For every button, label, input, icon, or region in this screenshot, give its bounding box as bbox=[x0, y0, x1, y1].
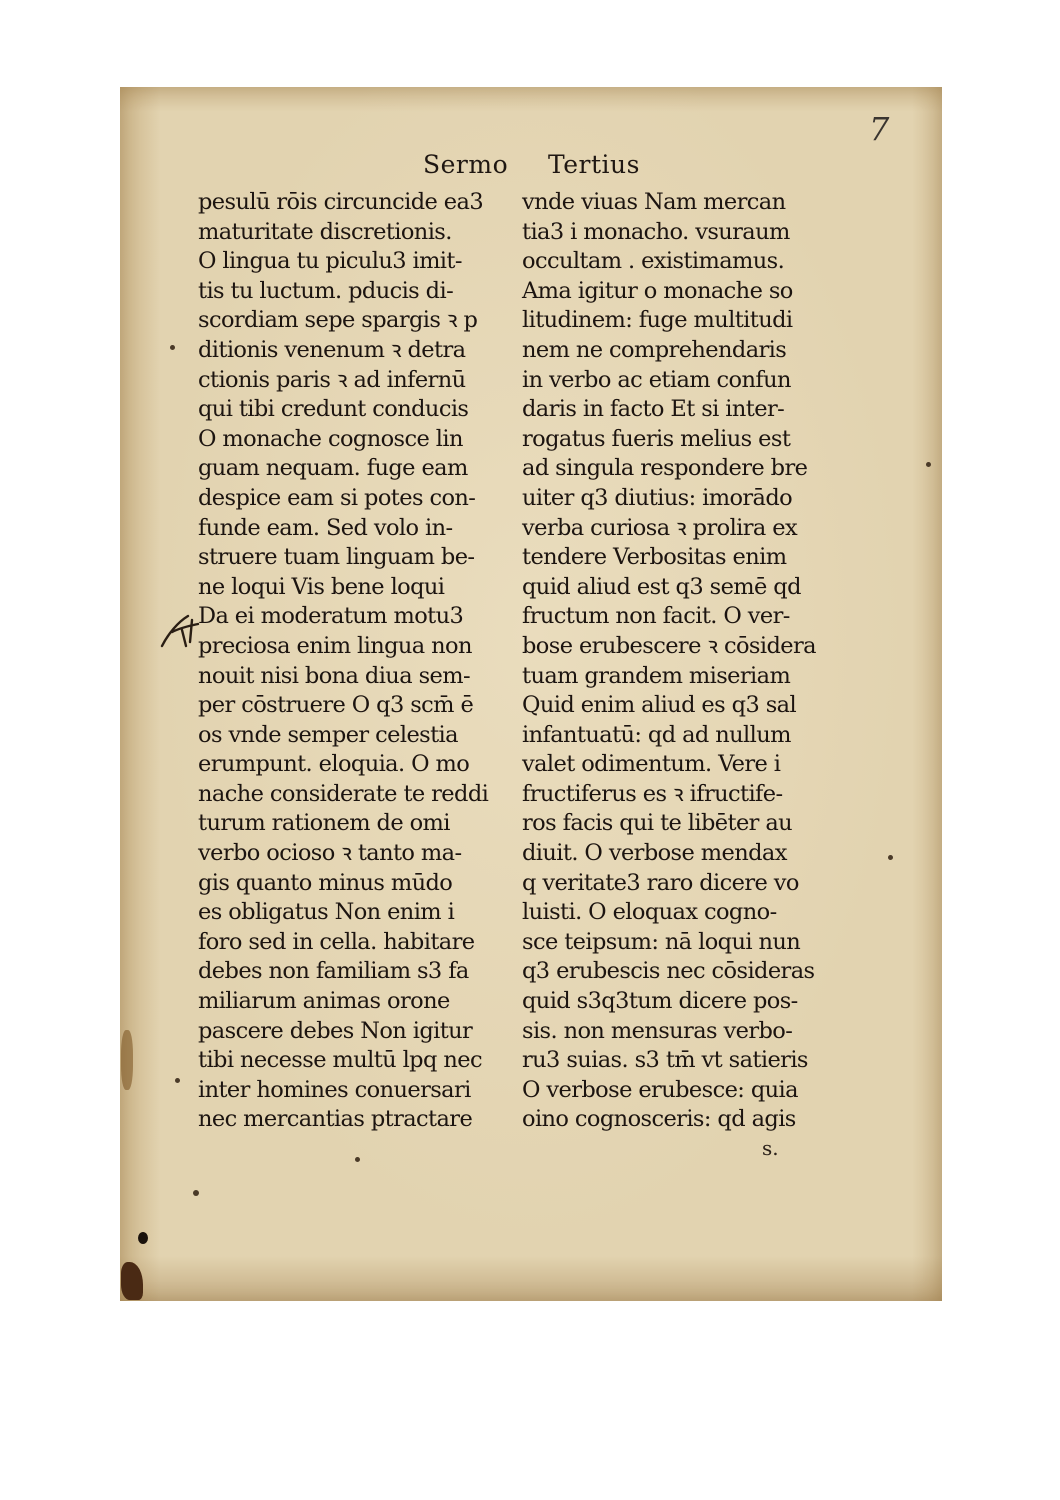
text-line: ditionis venenum ꝛ detra bbox=[198, 336, 466, 363]
text-line: miliarum animas orone bbox=[198, 988, 450, 1015]
ink-speck bbox=[175, 1078, 180, 1083]
text-line: oino cognosceris: qd agis bbox=[522, 1106, 796, 1133]
text-line: tuam grandem miseriam bbox=[522, 662, 791, 689]
ink-blot bbox=[138, 1232, 148, 1244]
text-line: os vnde semper celestia bbox=[198, 721, 458, 748]
text-line: es obligatus Non enim i bbox=[198, 899, 455, 926]
text-line: per cōstruere O q3 scm̄ ē bbox=[198, 692, 474, 719]
text-line: qui tibi credunt conducis bbox=[198, 396, 469, 423]
text-line: in verbo ac etiam confun bbox=[522, 366, 791, 393]
text-line: maturitate discretionis. bbox=[198, 218, 452, 245]
text-line: inter homines conuersari bbox=[198, 1076, 471, 1103]
text-line: uiter q3 diutius: imorādo bbox=[522, 484, 793, 511]
text-column-left bbox=[198, 188, 518, 1135]
running-head-left: Sermo bbox=[423, 150, 509, 179]
text-line: ros facis qui te libēter au bbox=[522, 810, 793, 837]
text-line: scordiam sepe spargis ꝛ p bbox=[198, 307, 478, 334]
running-head-right: Tertius bbox=[548, 150, 640, 179]
text-line: tibi necesse multū lpq nec bbox=[198, 1047, 482, 1074]
text-line: nouit nisi bona diua sem- bbox=[198, 662, 470, 689]
text-line: turum rationem de omi bbox=[198, 810, 450, 837]
folio-number: 7 bbox=[869, 110, 890, 148]
text-line: guam nequam. fuge eam bbox=[198, 455, 468, 482]
text-line: occultam . existimamus. bbox=[522, 248, 785, 275]
text-line: quid aliud est q3 semē qd bbox=[522, 573, 801, 600]
text-line: tendere Verbositas enim bbox=[522, 544, 787, 571]
text-line: despice eam si potes con- bbox=[198, 484, 476, 511]
catchword: s. bbox=[762, 1136, 779, 1160]
text-line: ru3 suias. s3 tm̄ vt satieris bbox=[522, 1047, 808, 1074]
text-line: verbo ocioso ꝛ tanto ma- bbox=[198, 840, 462, 867]
text-line: q veritate3 raro dicere vo bbox=[522, 869, 799, 896]
text-line: sce teipsum: nā loqui nun bbox=[522, 928, 801, 955]
ink-speck bbox=[888, 855, 893, 860]
text-line: diuit. O verbose mendax bbox=[522, 840, 787, 867]
text-line: fructum non facit. O ver- bbox=[522, 603, 790, 630]
text-line: O verbose erubesce: quia bbox=[522, 1076, 798, 1103]
text-line: infantuatū: qd ad nullum bbox=[522, 721, 791, 748]
text-line: Da ei moderatum motu3 bbox=[198, 603, 464, 630]
text-line: litudinem: fuge multitudi bbox=[522, 307, 793, 334]
text-line: O lingua tu piculu3 imit- bbox=[198, 248, 462, 275]
ink-speck bbox=[170, 345, 175, 350]
ink-speck bbox=[193, 1190, 199, 1196]
text-line: ne loqui Vis bene loqui bbox=[198, 573, 445, 600]
text-line: fructiferus es ꝛ ifructife- bbox=[522, 780, 783, 807]
text-line: nem ne comprehendaris bbox=[522, 336, 787, 363]
text-line: O monache cognosce lin bbox=[198, 425, 463, 452]
text-line: gis quanto minus mūdo bbox=[198, 869, 453, 896]
text-line: preciosa enim lingua non bbox=[198, 632, 472, 659]
text-line: foro sed in cella. habitare bbox=[198, 928, 475, 955]
text-line: nec mercantias ptractare bbox=[198, 1106, 473, 1133]
text-line: ad singula respondere bre bbox=[522, 455, 808, 482]
text-line: Quid enim aliud es q3 sal bbox=[522, 692, 797, 719]
text-line: quid s3q3tum dicere pos- bbox=[522, 988, 798, 1015]
text-line: debes non familiam s3 fa bbox=[198, 958, 469, 985]
text-line: rogatus fueris melius est bbox=[522, 425, 791, 452]
text-line: funde eam. Sed volo in- bbox=[198, 514, 453, 541]
text-line: nache considerate te reddi bbox=[198, 780, 489, 807]
text-line: Ama igitur o monache so bbox=[522, 277, 793, 304]
edge-stain bbox=[121, 1030, 133, 1090]
text-line: erumpunt. eloquia. O mo bbox=[198, 751, 470, 778]
text-line: verba curiosa ꝛ prolira ex bbox=[522, 514, 798, 541]
text-line: luisti. O eloquax cogno- bbox=[522, 899, 777, 926]
text-column-right bbox=[522, 188, 842, 1135]
text-line: ctionis paris ꝛ ad infernū bbox=[198, 366, 466, 393]
text-line: q3 erubescis nec cōsideras bbox=[522, 958, 815, 985]
marginal-hand-mark-icon bbox=[158, 612, 204, 652]
ink-speck bbox=[355, 1157, 360, 1162]
text-line: daris in facto Et si inter- bbox=[522, 396, 785, 423]
text-line: tis tu luctum. pducis di- bbox=[198, 277, 454, 304]
text-line: bose erubescere ꝛ cōsidera bbox=[522, 632, 816, 659]
text-line: pascere debes Non igitur bbox=[198, 1017, 473, 1044]
text-line: tia3 i monacho. vsuraum bbox=[522, 218, 790, 245]
text-line: vnde viuas Nam mercan bbox=[522, 189, 786, 215]
text-line: struere tuam linguam be- bbox=[198, 544, 475, 571]
ink-speck bbox=[926, 462, 931, 467]
text-line: valet odimentum. Vere i bbox=[522, 751, 781, 778]
text-line: pesulū rōis circuncide ea3 bbox=[198, 189, 484, 215]
text-line: sis. non mensuras verbo- bbox=[522, 1017, 793, 1044]
